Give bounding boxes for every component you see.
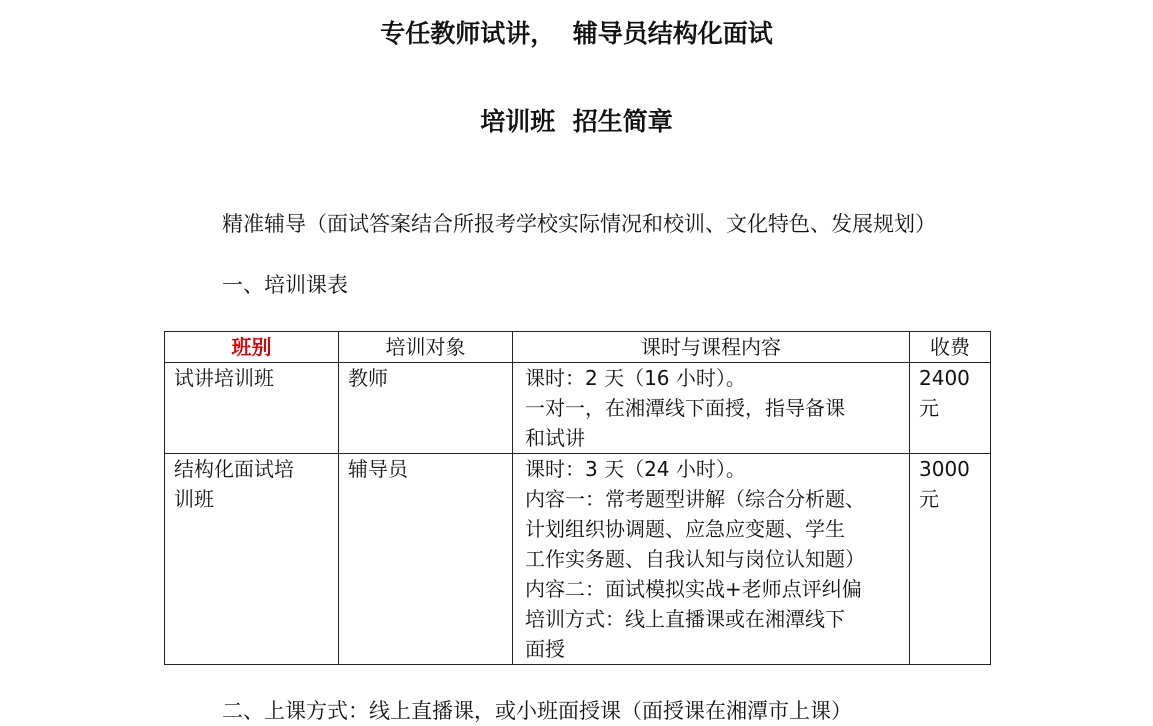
- table-row: [165, 454, 991, 665]
- header-fee: 收费: [910, 332, 991, 363]
- table-row: [165, 363, 991, 454]
- section-heading-schedule: 一、培训课表: [222, 273, 348, 297]
- header-class: 班别: [165, 332, 339, 363]
- cell-content: 课时：2 天（16 小时）。 一对一，在湘潭线下面授，指导备课 和试讲: [513, 363, 910, 454]
- cell-class-name: 试讲培训班: [165, 363, 339, 454]
- cell-target: 辅导员: [339, 454, 513, 665]
- cell-content: 课时：3 天（24 小时）。 内容一：常考题型讲解（综合分析题、 计划组织协调题、应急应变题、学生 工作实务题、自我认知与岗位认知题） 内容二：面试模拟实战+老师点评纠偏 培训方式：线上直播课或在湘潭线下 面授: [513, 454, 910, 665]
- section-heading-method: 二、上课方式：线上直播课，或小班面授课（面授课在湘潭市上课）: [222, 699, 852, 723]
- cell-fee: 3000 元: [910, 454, 991, 665]
- cell-class-name: 结构化面试培 训班: [165, 454, 339, 665]
- document-subtitle: 培训班 招生简章: [480, 107, 673, 136]
- header-content: 课时与课程内容: [513, 332, 910, 363]
- course-table: [164, 331, 991, 665]
- cell-target: 教师: [339, 363, 513, 454]
- header-target: 培训对象: [339, 332, 513, 363]
- cell-fee: 2400 元: [910, 363, 991, 454]
- table-header-row: [165, 332, 991, 363]
- intro-paragraph: 精准辅导（面试答案结合所报考学校实际情况和校训、文化特色、发展规划）: [222, 212, 936, 236]
- document-title: 专任教师试讲， 辅导员结构化面试: [380, 19, 773, 48]
